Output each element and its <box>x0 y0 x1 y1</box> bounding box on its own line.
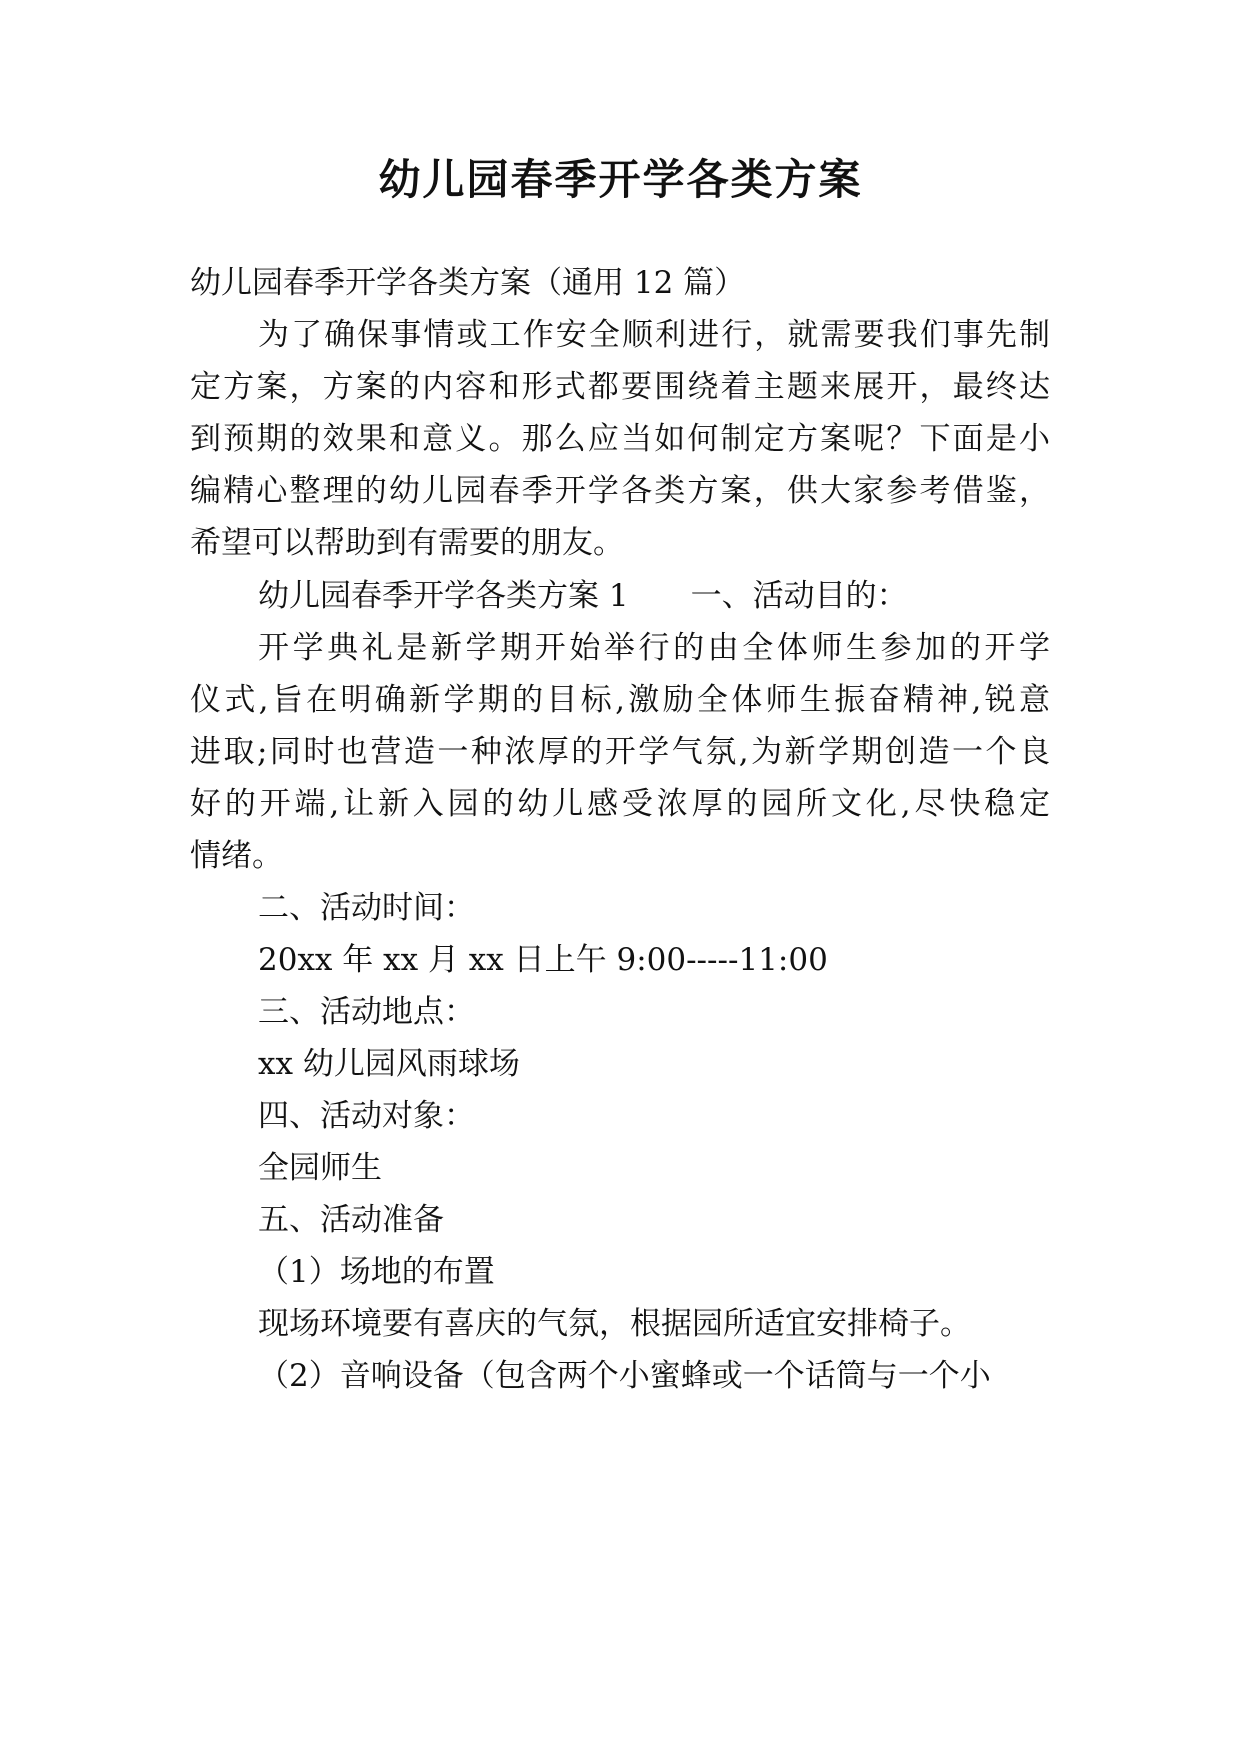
purpose-line-1: 开学典礼是新学期开始举行的由全体师生参加的开学 <box>258 630 1050 666</box>
intro-line-1: 为了确保事情或工作安全顺利进行，就需要我们事先制 <box>258 317 1050 353</box>
intro-line-2: 定方案，方案的内容和形式都要围绕着主题来展开，最终达 <box>190 369 1050 405</box>
purpose-line-5: 情绪。 <box>190 838 283 874</box>
prep-item-1: （1）场地的布置 <box>258 1254 495 1290</box>
intro-line-3: 到预期的效果和意义。那么应当如何制定方案呢？下面是小 <box>190 421 1050 457</box>
time-heading: 二、活动时间： <box>258 890 475 926</box>
intro-line-4: 编精心整理的幼儿园春季开学各类方案，供大家参考借鉴， <box>190 473 1050 509</box>
time-value: 20xx 年 xx 月 xx 日上午 9:00-----11:00 <box>258 942 828 978</box>
intro-line-5: 希望可以帮助到有需要的朋友。 <box>190 525 624 561</box>
target-heading: 四、活动对象： <box>258 1098 475 1134</box>
prep-item-2: （2）音响设备（包含两个小蜜蜂或一个话筒与一个小 <box>258 1358 991 1394</box>
prep-item-1-text: 现场环境要有喜庆的气氛，根据园所适宜安排椅子。 <box>258 1306 971 1342</box>
place-heading: 三、活动地点： <box>258 994 475 1030</box>
place-value: xx 幼儿园风雨球场 <box>258 1046 520 1082</box>
purpose-line-4: 好的开端,让新入园的幼儿感受浓厚的园所文化,尽快稳定 <box>190 786 1050 822</box>
document-subtitle: 幼儿园春季开学各类方案（通用 12 篇） <box>190 265 746 301</box>
purpose-line-2: 仪式,旨在明确新学期的目标,激励全体师生振奋精神,锐意 <box>190 682 1050 718</box>
document-title: 幼儿园春季开学各类方案 <box>378 155 863 204</box>
section-heading: 幼儿园春季开学各类方案 1 一、活动目的： <box>258 578 908 614</box>
target-value: 全园师生 <box>258 1150 382 1186</box>
prep-heading: 五、活动准备 <box>258 1202 444 1238</box>
purpose-line-3: 进取;同时也营造一种浓厚的开学气氛,为新学期创造一个良 <box>190 734 1050 770</box>
